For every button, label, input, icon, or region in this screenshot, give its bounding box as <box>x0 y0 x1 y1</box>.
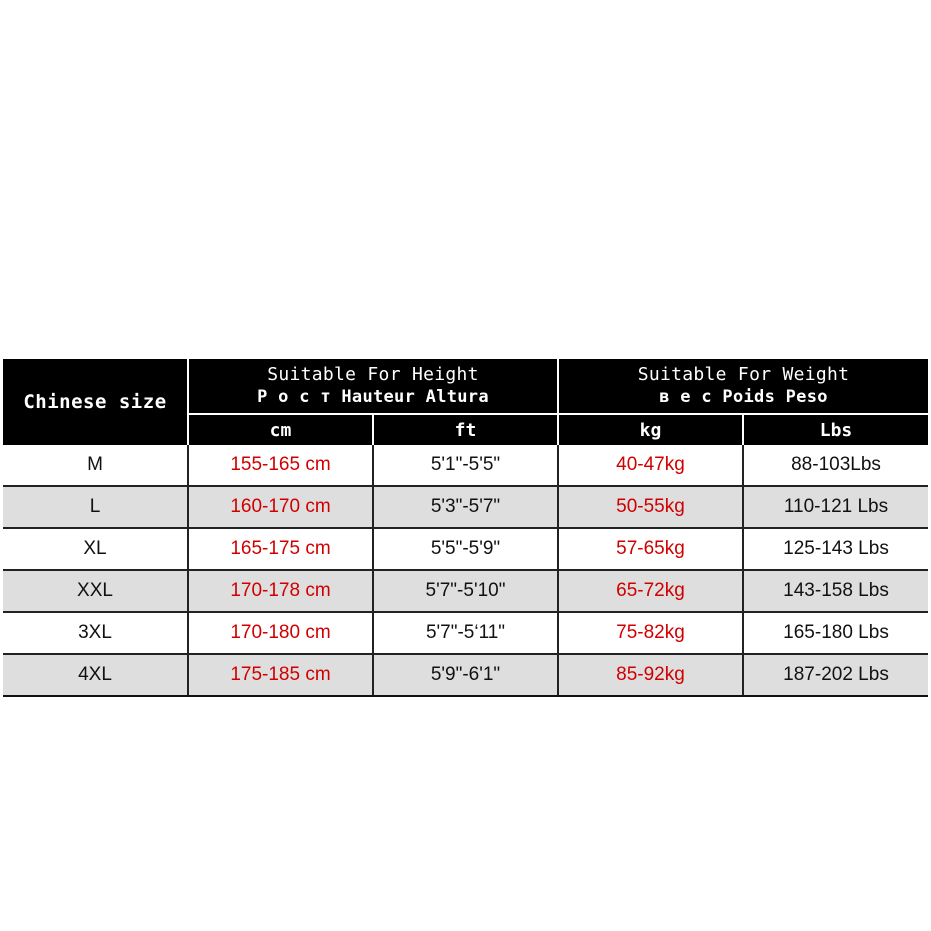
kg-cell: 50-55kg <box>558 486 743 528</box>
ft-cell: 5'7"-5‘11" <box>373 612 558 654</box>
table-row <box>3 612 928 654</box>
weight-group-header <box>558 359 928 414</box>
size-cell: 4XL <box>3 654 188 696</box>
kg-cell: 40-47kg <box>558 445 743 486</box>
cm-cell: 160-170 cm <box>188 486 373 528</box>
size-cell: L <box>3 486 188 528</box>
chinese-size-header: Chinese size <box>3 359 188 445</box>
kg-cell: 65-72kg <box>558 570 743 612</box>
ft-cell: 5'1"-5'5" <box>373 445 558 486</box>
table-row <box>3 654 928 696</box>
ft-cell: 5'7"-5'10" <box>373 570 558 612</box>
size-cell: 3XL <box>3 612 188 654</box>
ft-cell: 5'9"-6'1" <box>373 654 558 696</box>
lbs-cell: 125-143 Lbs <box>743 528 928 570</box>
ft-cell: 5'5"-5'9" <box>373 528 558 570</box>
cm-cell: 165-175 cm <box>188 528 373 570</box>
table-row <box>3 528 928 570</box>
lbs-cell: 110-121 Lbs <box>743 486 928 528</box>
size-chart-table <box>3 359 928 697</box>
size-cell: M <box>3 445 188 486</box>
lbs-cell: 187-202 Lbs <box>743 654 928 696</box>
height-group-title: Suitable For Height <box>267 364 479 385</box>
height-group-subtitle: Р о с т Hauteur Altura <box>257 387 489 407</box>
lbs-cell: 143-158 Lbs <box>743 570 928 612</box>
ft-cell: 5'3"-5'7" <box>373 486 558 528</box>
size-cell: XL <box>3 528 188 570</box>
table-row <box>3 570 928 612</box>
cm-cell: 155-165 cm <box>188 445 373 486</box>
weight-group-subtitle: в е с Poids Peso <box>659 387 828 407</box>
ft-unit-header: ft <box>373 414 558 445</box>
cm-unit-header: cm <box>188 414 373 445</box>
cm-cell: 170-178 cm <box>188 570 373 612</box>
lbs-cell: 88-103Lbs <box>743 445 928 486</box>
size-cell: XXL <box>3 570 188 612</box>
lbs-cell: 165-180 Lbs <box>743 612 928 654</box>
height-group-header <box>188 359 558 414</box>
kg-unit-header: kg <box>558 414 743 445</box>
table-row <box>3 445 928 486</box>
kg-cell: 85-92kg <box>558 654 743 696</box>
lbs-unit-header: Lbs <box>743 414 928 445</box>
kg-cell: 75-82kg <box>558 612 743 654</box>
kg-cell: 57-65kg <box>558 528 743 570</box>
cm-cell: 175-185 cm <box>188 654 373 696</box>
table-row <box>3 486 928 528</box>
cm-cell: 170-180 cm <box>188 612 373 654</box>
weight-group-title: Suitable For Weight <box>637 364 850 385</box>
